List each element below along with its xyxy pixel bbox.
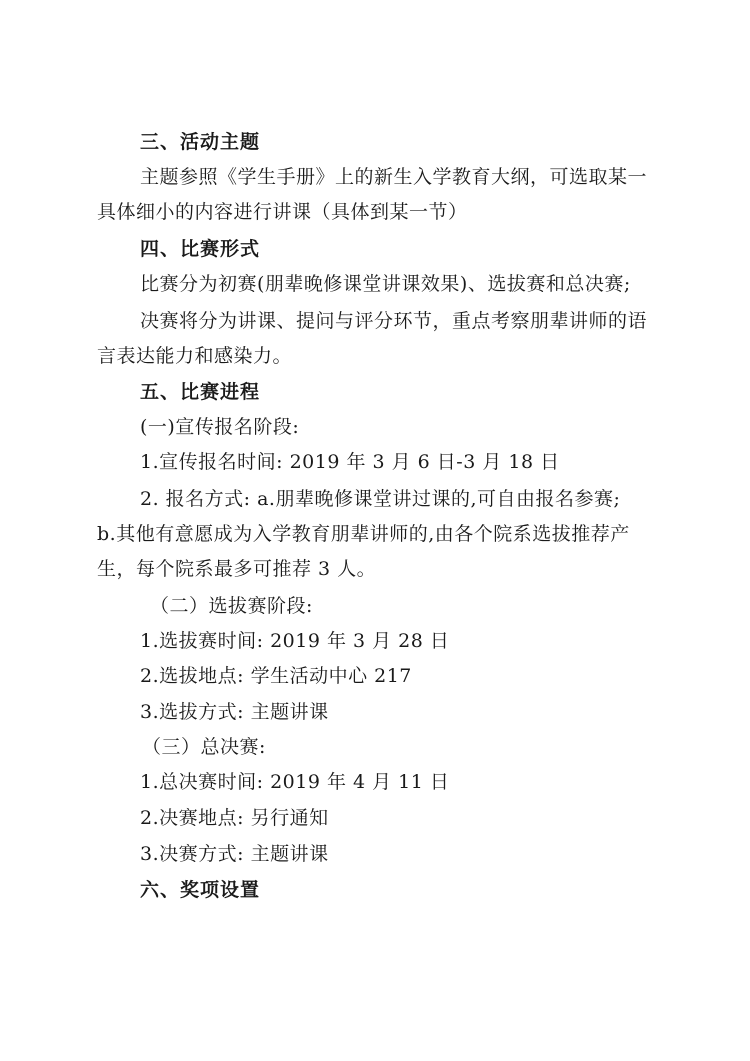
- stage1-item-continuation: 生，每个院系最多可推荐 3 人。: [97, 558, 377, 580]
- stage2-title: （二）选拔赛阶段:: [150, 595, 313, 617]
- stage1-item: 1.宣传报名时间: 2019 年 3 月 6 日-3 月 18 日: [140, 451, 560, 473]
- section5-heading: 五、比赛进程: [140, 381, 261, 403]
- section3-heading: 三、活动主题: [140, 131, 261, 153]
- stage1-item-continuation: b.其他有意愿成为入学教育朋辈讲师的,由各个院系选拔推荐产: [97, 523, 630, 545]
- stage2-item: 1.选拔赛时间: 2019 年 3 月 28 日: [140, 630, 450, 652]
- stage3-title: （三）总决赛:: [142, 736, 266, 758]
- section4-heading: 四、比赛形式: [140, 238, 261, 260]
- section3-paragraph-line: 主题参照《学生手册》上的新生入学教育大纲，可选取某一: [140, 166, 648, 188]
- stage3-item: 3.决赛方式: 主题讲课: [140, 843, 329, 865]
- stage2-item: 2.选拔地点: 学生活动中心 217: [140, 665, 412, 687]
- stage1-title: (一)宣传报名阶段:: [140, 416, 300, 438]
- stage2-item: 3.选拔方式: 主题讲课: [140, 701, 329, 723]
- section3-paragraph-line: 具体细小的内容进行讲课（具体到某一节）: [97, 201, 468, 223]
- stage3-item: 2.决赛地点: 另行通知: [140, 807, 329, 829]
- section6-heading: 六、奖项设置: [140, 879, 261, 901]
- section4-paragraph-line: 言表达能力和感染力。: [97, 345, 293, 367]
- section4-paragraph-line: 决赛将分为讲课、提问与评分环节，重点考察朋辈讲师的语: [140, 310, 648, 332]
- stage1-item: 2. 报名方式: a.朋辈晚修课堂讲过课的,可自由报名参赛;: [140, 488, 621, 510]
- section4-paragraph-line: 比赛分为初赛(朋辈晚修课堂讲课效果)、选拔赛和总决赛;: [140, 273, 631, 295]
- stage3-item: 1.总决赛时间: 2019 年 4 月 11 日: [140, 771, 450, 793]
